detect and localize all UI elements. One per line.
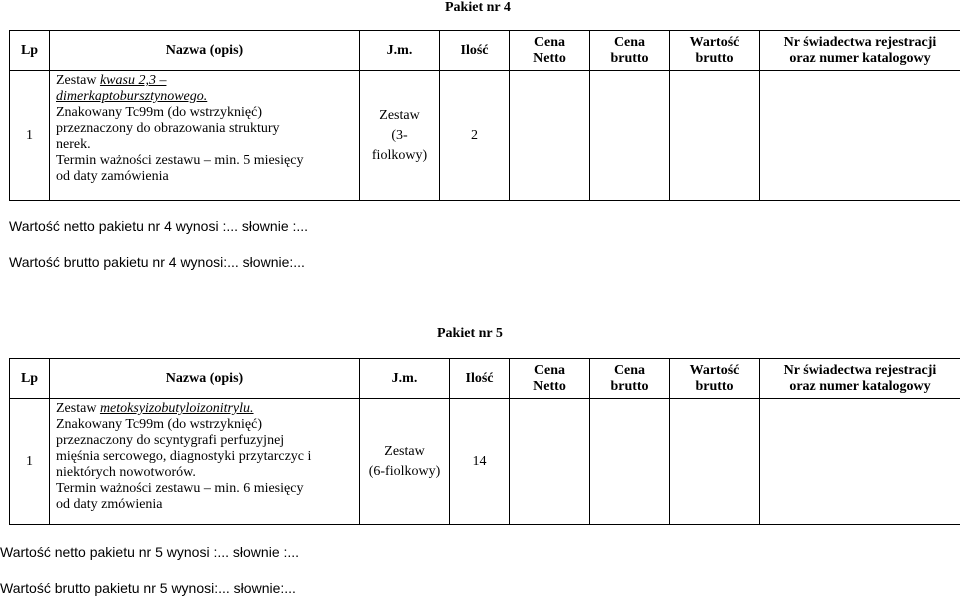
pakiet-5-summary-brutto: Wartość brutto pakietu nr 5 wynosi:... słownie:... bbox=[0, 580, 296, 596]
row-cena-netto-input[interactable] bbox=[510, 399, 590, 525]
pakiet-5-title: Pakiet nr 5 bbox=[437, 326, 503, 341]
row-desc: Zestaw kwasu 2,3 – dimerkaptobursztynowego. Znakowany Tc99m (do wstrzyknięć) przeznaczony do obrazowania struktury nerek. Termin ważności zestawu – min. 5 miesięcy od daty zamówienia bbox=[50, 71, 360, 201]
table-row bbox=[10, 71, 960, 201]
pakiet-4-summary-brutto: Wartość brutto pakietu nr 4 wynosi:... słownie:... bbox=[9, 254, 305, 270]
row-wartosc-brutto-input[interactable] bbox=[670, 399, 760, 525]
row-desc: Zestaw metoksyizobutyloizonitrylu. Znakowany Tc99m (do wstrzyknięć) przeznaczony do scyntygrafi perfuzyjnej mięśnia sercowego, diagnostyki przytarczyc i niektórych nowotworów. Termin ważności zestawu – min. 6 miesięcy od daty zmówienia bbox=[50, 399, 360, 525]
row-nr-swiadectwa-input[interactable] bbox=[760, 71, 960, 201]
row-ilosc: 14 bbox=[450, 399, 510, 525]
row-nr-swiadectwa-input[interactable] bbox=[760, 399, 960, 525]
row-jm: Zestaw (6-fiolkowy) bbox=[360, 399, 450, 525]
row-cena-brutto-input[interactable] bbox=[590, 399, 670, 525]
col-ilosc: Ilość bbox=[450, 359, 510, 399]
pakiet-5-header-row bbox=[10, 359, 960, 399]
col-cena-netto: Cena Netto bbox=[510, 359, 590, 399]
pakiet-5-summary-netto: Wartość netto pakietu nr 5 wynosi :... słownie :... bbox=[0, 544, 300, 560]
row-cena-netto-input[interactable] bbox=[510, 71, 590, 201]
table-row bbox=[10, 399, 960, 525]
col-lp: Lp bbox=[10, 359, 50, 399]
row-jm: Zestaw (3- fiolkowy) bbox=[360, 71, 440, 201]
col-jm: J.m. bbox=[360, 31, 440, 71]
col-nazwa: Nazwa (opis) bbox=[50, 31, 360, 71]
col-jm: J.m. bbox=[360, 359, 450, 399]
pakiet-5-table bbox=[9, 358, 960, 525]
pakiet-4-title: Pakiet nr 4 bbox=[445, 0, 511, 15]
col-wartosc-brutto: Wartość brutto bbox=[670, 359, 760, 399]
col-cena-netto: Cena Netto bbox=[510, 31, 590, 71]
row-cena-brutto-input[interactable] bbox=[590, 71, 670, 201]
row-ilosc: 2 bbox=[440, 71, 510, 201]
row-lp: 1 bbox=[10, 71, 50, 201]
pakiet-4-summary-netto: Wartość netto pakietu nr 4 wynosi :... słownie :... bbox=[9, 218, 309, 234]
row-wartosc-brutto-input[interactable] bbox=[670, 71, 760, 201]
row-lp: 1 bbox=[10, 399, 50, 525]
col-cena-brutto: Cena brutto bbox=[590, 31, 670, 71]
col-ilosc: Ilość bbox=[440, 31, 510, 71]
col-wartosc-brutto: Wartość brutto bbox=[670, 31, 760, 71]
col-nr-swiadectwa: Nr świadectwa rejestracji oraz numer katalogowy bbox=[760, 359, 960, 399]
pakiet-4-header-row bbox=[10, 31, 960, 71]
col-nazwa: Nazwa (opis) bbox=[50, 359, 360, 399]
col-lp: Lp bbox=[10, 31, 50, 71]
col-nr-swiadectwa: Nr świadectwa rejestracji oraz numer katalogowy bbox=[760, 31, 960, 71]
col-cena-brutto: Cena brutto bbox=[590, 359, 670, 399]
pakiet-4-table bbox=[9, 30, 960, 201]
